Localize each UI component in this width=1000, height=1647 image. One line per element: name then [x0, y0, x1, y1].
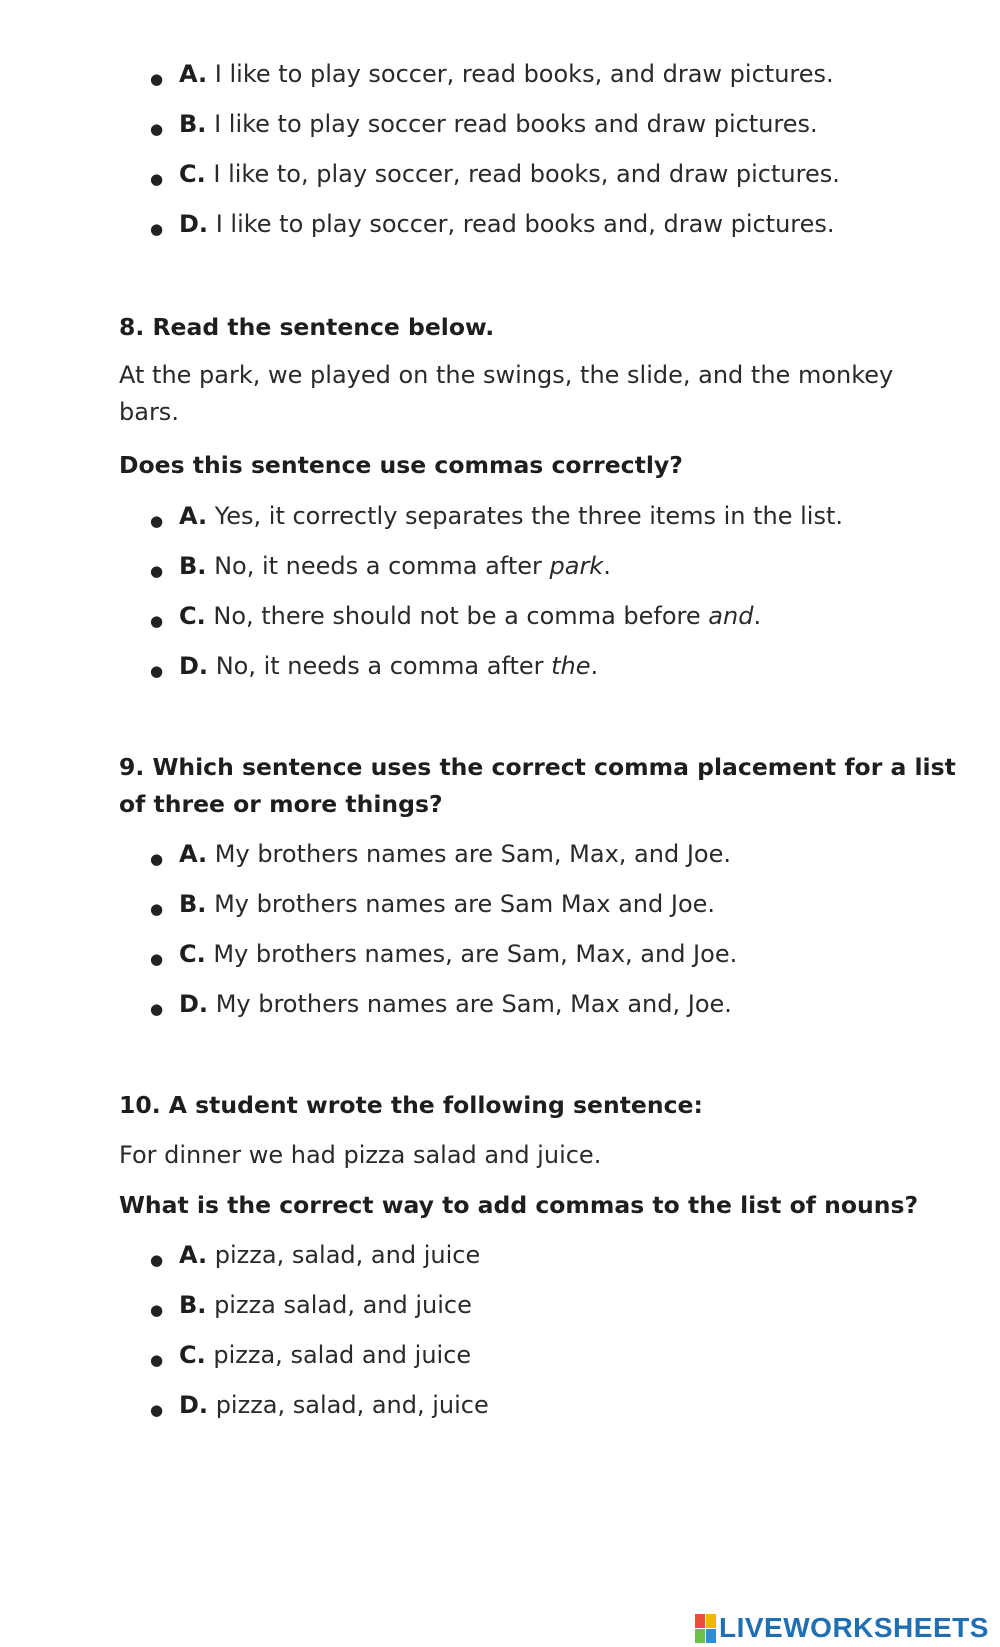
bullet: ● [150, 1351, 164, 1369]
q9-title-line1: 9. Which sentence uses the correct comma placement for a list [119, 753, 956, 781]
liveworksheets-logo-icon [695, 1614, 716, 1643]
bullet: ● [150, 120, 164, 138]
q9-option-d[interactable]: D. My brothers names are Sam, Max and, Joe. [179, 990, 732, 1018]
q10-option-c[interactable]: C. pizza, salad and juice [179, 1341, 472, 1369]
bullet: ● [150, 1301, 164, 1319]
logo-square [695, 1614, 705, 1628]
bullet: ● [150, 562, 164, 580]
q9-title-line2: of three or more things? [119, 790, 443, 818]
bullet: ● [150, 850, 164, 868]
q8-sentence-line2: bars. [119, 398, 179, 426]
q8-option-d[interactable]: D. No, it needs a comma after the. [179, 652, 599, 680]
logo-square [706, 1629, 716, 1643]
q7-option-d[interactable]: D. I like to play soccer, read books and, draw pictures. [179, 210, 835, 238]
q8-option-a[interactable]: A. Yes, it correctly separates the three items in the list. [179, 502, 844, 530]
q10-option-a[interactable]: A. pizza, salad, and juice [179, 1241, 481, 1269]
q8-option-c[interactable]: C. No, there should not be a comma before and. [179, 602, 762, 630]
q10-option-d[interactable]: D. pizza, salad, and, juice [179, 1391, 489, 1419]
q8-prompt: Does this sentence use commas correctly? [119, 451, 683, 479]
bullet: ● [150, 1251, 164, 1269]
q8-option-b[interactable]: B. No, it needs a comma after park. [179, 552, 611, 580]
bullet: ● [150, 900, 164, 918]
bullet: ● [150, 512, 164, 530]
q9-option-b[interactable]: B. My brothers names are Sam Max and Joe. [179, 890, 716, 918]
bullet: ● [150, 950, 164, 968]
bullet: ● [150, 170, 164, 188]
bullet: ● [150, 1401, 164, 1419]
q7-option-c[interactable]: C. I like to, play soccer, read books, and draw pictures. [179, 160, 840, 188]
q9-option-a[interactable]: A. My brothers names are Sam, Max, and Joe. [179, 840, 731, 868]
q8-sentence-line1: At the park, we played on the swings, the slide, and the monkey [119, 361, 894, 389]
liveworksheets-logo[interactable] [695, 1613, 989, 1643]
q7-option-a[interactable]: A. I like to play soccer, read books, and draw pictures. [179, 60, 834, 88]
q10-sentence: For dinner we had pizza salad and juice. [119, 1141, 602, 1169]
bullet: ● [150, 70, 164, 88]
bullet: ● [150, 1000, 164, 1018]
q10-prompt: What is the correct way to add commas to the list of nouns? [119, 1191, 919, 1219]
q9-option-c[interactable]: C. My brothers names, are Sam, Max, and Joe. [179, 940, 738, 968]
q10-option-b[interactable]: B. pizza salad, and juice [179, 1291, 472, 1319]
logo-square [695, 1629, 705, 1643]
bullet: ● [150, 220, 164, 238]
q7-option-b[interactable]: B. I like to play soccer read books and draw pictures. [179, 110, 818, 138]
q10-title: 10. A student wrote the following sentence: [119, 1091, 703, 1119]
logo-square [706, 1614, 716, 1628]
bullet: ● [150, 662, 164, 680]
bullet: ● [150, 612, 164, 630]
q8-title: 8. Read the sentence below. [119, 313, 495, 341]
logo-text: LIVEWORKSHEETS [719, 1612, 989, 1643]
